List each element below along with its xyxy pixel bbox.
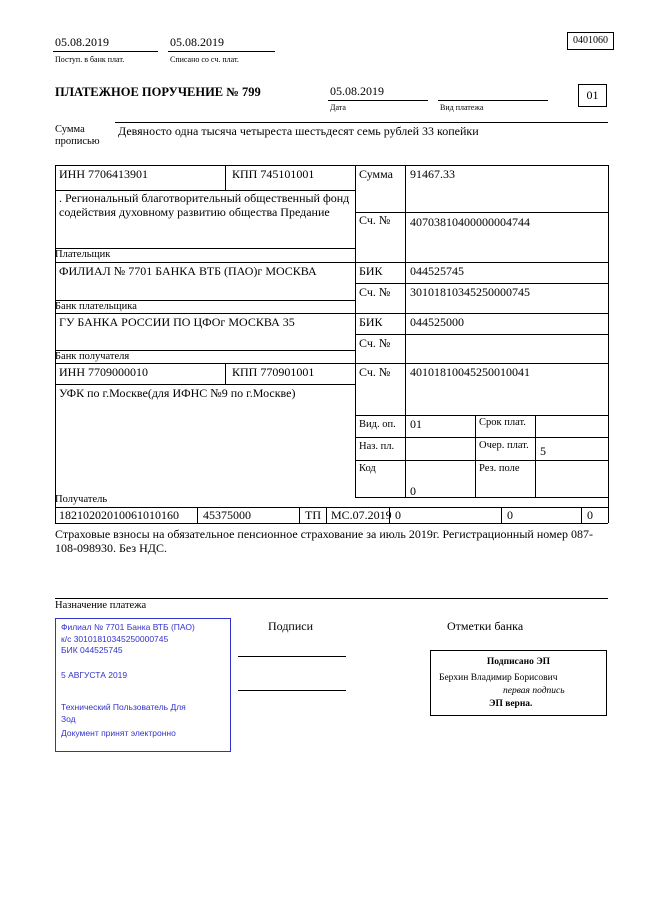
divider bbox=[55, 523, 608, 524]
stamp-status: Документ принят электронно bbox=[61, 728, 176, 738]
signature-kind: первая подпись bbox=[503, 686, 565, 696]
payer-bank-name: ФИЛИАЛ № 7701 БАНКА ВТБ (ПАО)г МОСКВА bbox=[59, 264, 317, 278]
verified-text: ЭП верна. bbox=[489, 699, 533, 709]
payee-bank-bik-label: БИК bbox=[359, 315, 383, 329]
divider bbox=[55, 165, 608, 166]
stamp-user: Технический Пользователь Для Зод bbox=[61, 702, 186, 724]
payee-account-label: Сч. № bbox=[359, 365, 391, 379]
payer-account-label: Сч. № bbox=[359, 213, 391, 227]
payee-bank-account-label: Сч. № bbox=[359, 336, 391, 350]
amount-value: 91467.33 bbox=[410, 167, 455, 181]
payer-bank-section-label: Банк плательщика bbox=[55, 301, 137, 312]
divider bbox=[115, 122, 608, 123]
doc-title: ПЛАТЕЖНОЕ ПОРУЧЕНИЕ № 799 bbox=[55, 85, 261, 99]
payer-section-label: Плательщик bbox=[55, 249, 111, 260]
divider bbox=[405, 165, 406, 497]
tax-doc-number: 0 bbox=[395, 508, 401, 522]
divider bbox=[326, 507, 327, 523]
purpose-label: Назначение платежа bbox=[55, 600, 147, 611]
divider bbox=[225, 165, 226, 190]
op-due-label: Срок плат. bbox=[479, 417, 526, 428]
payer-bank-account: 30101810345250000745 bbox=[410, 285, 530, 299]
tax-period: МС.07.2019 bbox=[331, 508, 392, 522]
payer-account: 40703810400000004744 bbox=[410, 215, 530, 229]
divider bbox=[168, 51, 275, 52]
tax-payment-type: 0 bbox=[587, 508, 593, 522]
op-code-label: Код bbox=[359, 463, 376, 474]
divider bbox=[55, 165, 56, 523]
payee-bank-section-label: Банк получателя bbox=[55, 351, 130, 362]
signed-title: Подписано ЭП bbox=[486, 657, 551, 667]
purpose-text: Страховые взносы на обязательное пенсионное страхование за июль 2019г. Регистрационный номер 087-108-098930. Без НДС. bbox=[55, 527, 593, 555]
date-label: Дата bbox=[330, 103, 346, 112]
amount-words: Девяносто одна тысяча четыреста шестьдесят семь рублей 33 копейки bbox=[118, 124, 479, 138]
divider bbox=[581, 507, 582, 523]
divider bbox=[355, 497, 608, 498]
divider bbox=[55, 598, 608, 599]
divider bbox=[438, 100, 548, 101]
payment-type-label: Вид платежа bbox=[440, 103, 484, 112]
divider bbox=[355, 437, 608, 438]
divider bbox=[55, 363, 608, 364]
stamp-date: 5 АВГУСТА 2019 bbox=[61, 669, 128, 680]
payee-name: УФК по г.Москве(для ИФНС №9 по г.Москве) bbox=[59, 386, 296, 400]
divider bbox=[501, 507, 502, 523]
divider bbox=[55, 313, 608, 314]
amount-words-label: Сумма прописью bbox=[55, 124, 100, 148]
stamp-bik: БИК 044525745 bbox=[61, 645, 123, 655]
divider bbox=[535, 415, 536, 497]
divider bbox=[225, 363, 226, 384]
tax-kbk: 18210202010061010160 bbox=[59, 508, 179, 522]
debited-date: 05.08.2019 bbox=[170, 35, 224, 49]
signatures-label: Подписи bbox=[268, 619, 314, 633]
bank-marks-box bbox=[430, 650, 607, 716]
signer-name: Берхин Владимир Борисович bbox=[439, 673, 558, 683]
op-purpose-label: Наз. пл. bbox=[359, 441, 395, 452]
status-code: 01 bbox=[578, 84, 607, 107]
payer-bank-account-label: Сч. № bbox=[359, 285, 391, 299]
divider bbox=[55, 384, 355, 385]
divider bbox=[299, 507, 300, 523]
doc-date: 05.08.2019 bbox=[330, 84, 384, 98]
tax-doc-date: 0 bbox=[507, 508, 513, 522]
divider bbox=[355, 212, 608, 213]
tax-basis: ТП bbox=[305, 508, 321, 522]
amount-label: Сумма bbox=[359, 167, 393, 181]
divider bbox=[355, 334, 608, 335]
signature-line bbox=[238, 656, 346, 657]
op-type-label: Вид. оп. bbox=[359, 419, 396, 430]
op-priority-label: Очер. плат. bbox=[479, 440, 529, 451]
payer-bank-bik: 044525745 bbox=[410, 264, 464, 278]
payer-bank-bik-label: БИК bbox=[359, 264, 383, 278]
divider bbox=[197, 507, 198, 523]
bank-marks-label: Отметки банка bbox=[447, 619, 524, 633]
divider bbox=[608, 165, 609, 523]
divider bbox=[475, 415, 476, 497]
received-date: 05.08.2019 bbox=[55, 35, 109, 49]
debited-label: Списано со сч. плат. bbox=[170, 55, 239, 64]
payee-section-label: Получатель bbox=[55, 494, 108, 505]
signature-line bbox=[238, 690, 346, 691]
divider bbox=[55, 262, 608, 263]
op-reserve-label: Рез. поле bbox=[479, 463, 520, 474]
payer-inn: ИНН 7706413901 bbox=[59, 167, 148, 181]
form-code: 0401060 bbox=[567, 32, 614, 50]
payee-bank-name: ГУ БАНКА РОССИИ ПО ЦФОг МОСКВА 35 bbox=[59, 315, 295, 329]
payee-inn: ИНН 7709000010 bbox=[59, 365, 148, 379]
payee-kpp: КПП 770901001 bbox=[232, 365, 315, 379]
tax-oktmo: 45375000 bbox=[203, 508, 251, 522]
divider bbox=[328, 100, 428, 101]
payee-bank-bik: 044525000 bbox=[410, 315, 464, 329]
bank-stamp bbox=[55, 618, 231, 752]
received-label: Поступ. в банк плат. bbox=[55, 55, 125, 64]
divider bbox=[53, 51, 158, 52]
divider bbox=[355, 415, 608, 416]
payer-kpp: КПП 745101001 bbox=[232, 167, 315, 181]
stamp-bank-name: Филиал № 7701 Банка ВТБ (ПАО) bbox=[61, 622, 195, 632]
stamp-corr-account: к/с 30101810345250000745 bbox=[61, 633, 169, 644]
op-type-value: 01 bbox=[410, 417, 422, 431]
payer-name: . Региональный благотворительный общественный фонд содействия духовному развитию общества Предание bbox=[59, 191, 350, 219]
op-priority-value: 5 bbox=[540, 444, 546, 458]
divider bbox=[355, 460, 608, 461]
divider bbox=[355, 165, 356, 497]
payee-account: 40101810045250010041 bbox=[410, 365, 530, 379]
divider bbox=[355, 283, 608, 284]
op-code-value: 0 bbox=[410, 484, 416, 498]
